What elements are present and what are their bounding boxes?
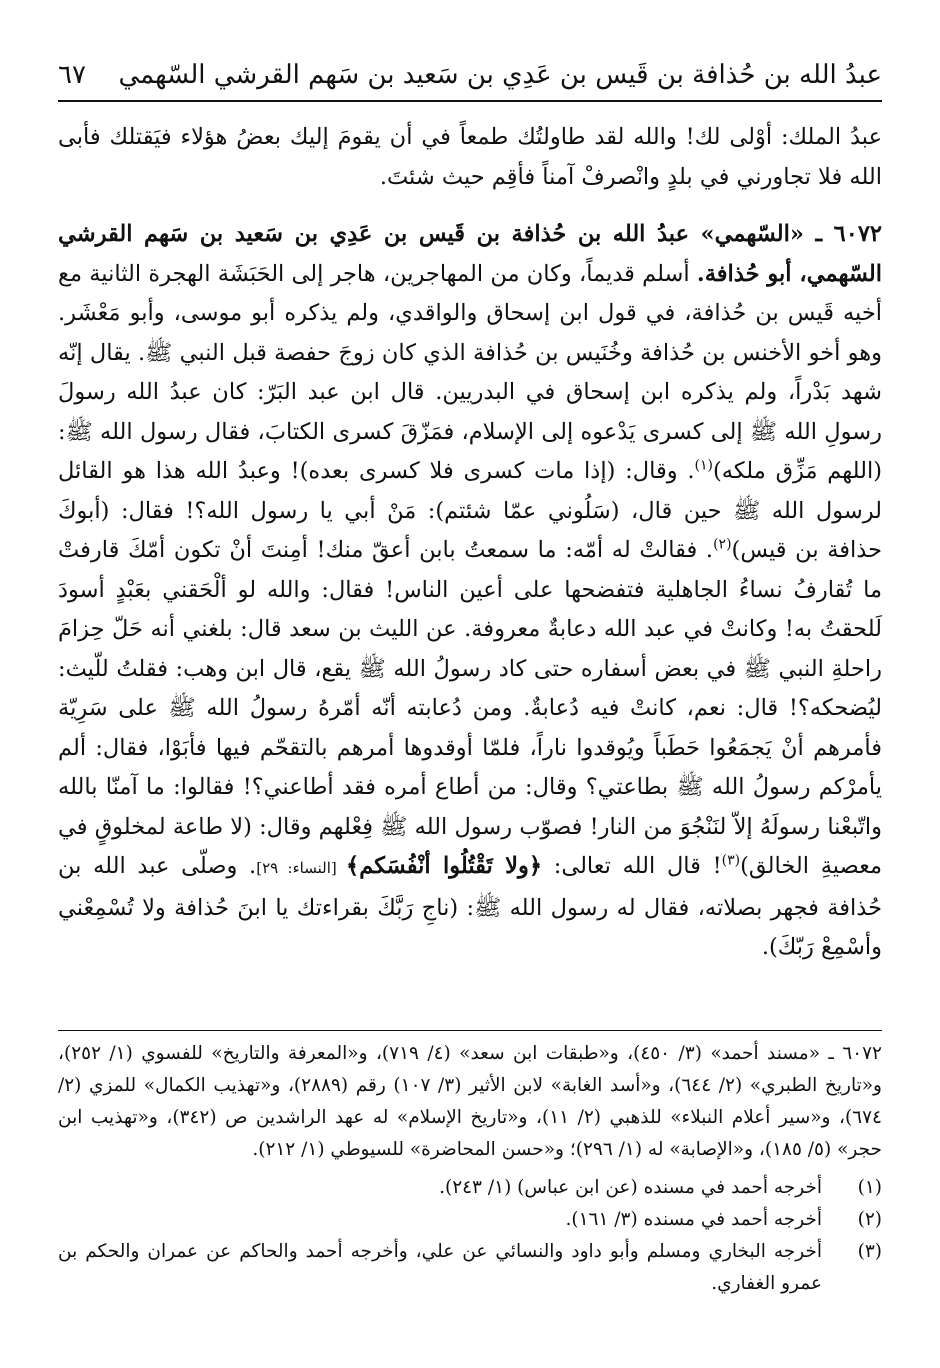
biography-text-a: أسلم قديماً، وكان من المهاجرين، هاجر إلى الحَبَشَة الهجرة الثانية مع أخيه قَيس بن حُذافة، في قول ابن إسحاق والواقدي، ولم يذكره أبو موسى، وأبو مَعْشَر. وهو أخو الأخنس بن حُذافة وخُنَيس بن حُذافة الذي كان زوجَ حفصة قبل النبي ﷺ. يقال إنّه شهد بَدْراً، ولم يذكره ابن إسحاق في البدريين. قال ابن عبد البَرّ: كان عبدُ الله رسولَ رسولِ الله ﷺ إلى كسرى يَدْعوه إلى الإسلام، فمَزّقَ كسرى الكتابَ، فقال رسول الله ﷺ: (اللهم مَزِّق ملكه) — [58, 260, 882, 484]
main-text — [58, 118, 882, 968]
biography-text-d: ! قال الله تعالى: — [542, 853, 722, 879]
footnote-text: أخرجه أحمد في مسنده (عن ابن عباس) (١/ ٢٤٣). — [439, 1177, 822, 1198]
footnote-text: أخرجه البخاري ومسلم وأبو داود والنسائي عن علي، وأخرجه أحمد والحاكم عن عمران والحكم بن عمرو الغفاري. — [58, 1241, 822, 1294]
quran-quote: ﴿ولا تَقْتُلُوا أنْفُسَكم﴾ — [346, 853, 543, 879]
biography-text-b: . وقال: (إذا مات كسرى فلا كسرى بعده)! وعبدُ الله هذا هو القائل لرسول الله ﷺ حين قال، (سَلُوني عمّا شئتم): مَنْ أبي يا رسول الله؟! فقال: (أبوكَ حذافة بن قيس) — [58, 458, 882, 563]
page-number: ٦٧ — [58, 60, 86, 90]
opening-paragraph: عبدُ الملك: أوْلى لك! والله لقد طاولتُك طمعاً في أن يقومَ إليك بعضُ هؤلاء فيَقتلك فأبى الله فلا تجاورني في بلدٍ وانْصرفْ آمناً فأقِم حيث شئتَ. — [58, 124, 882, 190]
footnote-text: أخرجه أحمد في مسنده (٣/ ١٦١). — [565, 1209, 822, 1230]
header-rule — [58, 100, 882, 102]
biography-paragraph — [58, 215, 882, 968]
footnote-marker-3[interactable]: (٣) — [721, 852, 741, 869]
footnote-rule — [58, 1030, 882, 1031]
quran-reference: [النساء: ٢٩] — [256, 859, 347, 877]
entry-heading: ٦٠٧٢ ـ «السّهمي» عبدُ الله بن حُذافة بن قَيس بن عَدِي بن سَعيد بن سَهم القرشي السّهمي، أبو حُذافة. — [58, 221, 883, 287]
footnote-number: (٢) — [857, 1209, 882, 1230]
biography-text-e: . وصلّى عبد الله بن حُذافة فجهر بصلاته، فقال له رسول الله ﷺ: (ناجِ رَبَّكَ بقراءتك يا ابنَ حُذافة ولا تُسْمِعْني وأسْمِعْ رَبّكَ). — [58, 853, 882, 960]
sources-footnote: ٦٠٧٢ ـ «مسند أحمد» (٣/ ٤٥٠)، و«طبقات ابن سعد» (٤/ ٧١٩)، و«المعرفة والتاريخ» للفسوي (١/ ٢٥٢)، و«تاريخ الطبري» (٢/ ٦٤٤)، و«أسد الغابة» لابن الأثير (٣/ ١٠٧) رقم (٢٨٨٩)، و«تهذيب الكمال» للمزي (٢/ ٦٧٤)، و«سير أعلام النبلاء» للذهبي (٢/ ١١)، و«تاريخ الإسلام» له عهد الراشدين ص (٣٤٢)، و«تهذيب ابن حجر» (٥/ ١٨٥)، و«الإصابة» له (١/ ٢٩٦)؛ و«حسن المحاضرة» للسيوطي (١/ ٢١٢). — [58, 1043, 882, 1160]
footnote-marker-2[interactable]: (٢) — [713, 536, 732, 553]
footnote-number: (٣) — [857, 1241, 882, 1262]
footnote-item — [58, 1204, 882, 1236]
footnotes-section — [58, 1038, 882, 1300]
running-title: عبدُ الله بن حُذافة بن قَيس بن عَدِي بن سَعيد بن سَهم القرشي السّهمي — [118, 60, 882, 90]
biography-text-c: . فقالتْ له أمّه: ما سمعتُ بابن أعقّ منك! أمِنتَ أنْ تكون أمّكَ قارفتْ ما تُقارفُ نساءُ الجاهلية فتفضحها على أعين الناس! فقال: والله لو ألْحَقني بعَبْدٍ أسودَ لَلحقتُ به! وكانتْ في عبد الله دعابةٌ معروفة. عن الليث بن سعد قال: بلغني أنه حَلّ حِزامَ راحلةِ النبي ﷺ في بعض أسفاره حتى كاد رسولُ الله ﷺ يقع، قال ابن وهب: فقلتُ للّيث: ليُضحكه؟! قال: نعم، كانتْ فيه دُعابةٌ. ومن دُعابته أنّه أمّرهُ رسولُ الله ﷺ على سَرِيّة فأمرهم أنْ يَجمَعُوا حَطَباً ويُوقدوا ناراً، فلمّا أوقدوها أمرهم بالتقحّم فيها فأبَوْا، فقال: ألم يأمرْكم رسولُ الله ﷺ بطاعتي؟ وقال: من أطاع أمره فقد أطاعني؟! فقالوا: ما آمنّا بالله واتّبعْنا رسولَهُ إلاّ لنَنْجُوَ من النار! فصوّب رسول الله ﷺ فِعْلهم وقال: (لا طاعة لمخلوقٍ في معصيةِ الخالق) — [58, 537, 883, 879]
footnote-item — [58, 1236, 882, 1300]
running-header — [58, 58, 882, 102]
footnote-number: (١) — [857, 1177, 882, 1198]
footnote-item — [58, 1172, 882, 1204]
footnote-marker-1[interactable]: (١) — [694, 457, 713, 474]
